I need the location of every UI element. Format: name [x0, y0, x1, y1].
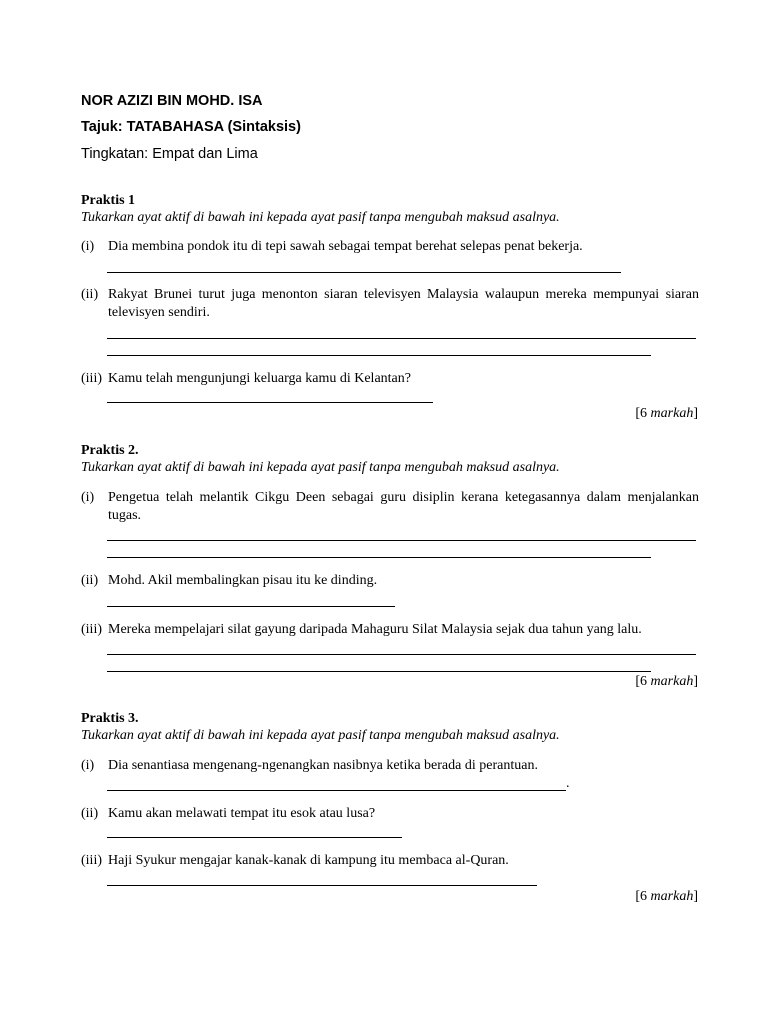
- answer-line[interactable]: [107, 654, 696, 655]
- question-text: Dia membina pondok itu di tepi sawah sebagai tempat berehat selepas penat bekerja.: [108, 239, 583, 254]
- question-text: Rakyat Brunei turut juga menonton siaran televisyen Malaysia walaupun mereka mempunyai siaran televisyen sendiri.: [108, 287, 699, 320]
- question-text: Kamu telah mengunjungi keluarga kamu di Kelantan?: [108, 371, 411, 386]
- marks-word: markah: [650, 674, 694, 689]
- marks-open: [6: [635, 674, 651, 689]
- answer-line[interactable]: [107, 885, 537, 886]
- answer-line[interactable]: [107, 272, 621, 273]
- question-text: Haji Syukur mengajar kanak-kanak di kampung itu membaca al-Quran.: [108, 853, 509, 868]
- section-praktis-1: [81, 192, 701, 226]
- question-text: Mereka mempelajari silat gayung daripada Mahaguru Silat Malaysia sejak dua tahun yang lalu.: [108, 622, 642, 637]
- answer-line[interactable]: [107, 790, 566, 791]
- marks-open: [6: [635, 889, 651, 904]
- marks-label: [635, 406, 698, 422]
- marks-open: [6: [635, 406, 651, 421]
- answer-line[interactable]: [107, 557, 651, 558]
- section-title: Praktis 2.: [81, 443, 139, 458]
- marks-label: [635, 889, 698, 905]
- question-number: (i): [81, 239, 95, 254]
- question-number: (ii): [81, 287, 99, 302]
- question-number: (ii): [81, 806, 99, 821]
- marks-word: markah: [650, 889, 694, 904]
- question-number: (iii): [81, 622, 102, 637]
- section-praktis-2: [81, 442, 701, 476]
- section-title: Praktis 1: [81, 193, 136, 208]
- answer-line[interactable]: [107, 338, 696, 339]
- section-instruction: Tukarkan ayat aktif di bawah ini kepada ayat pasif tanpa mengubah maksud asalnya.: [81, 210, 560, 225]
- answer-line[interactable]: [107, 671, 651, 672]
- answer-line[interactable]: [107, 355, 651, 356]
- answer-line[interactable]: [107, 540, 696, 541]
- question-text: Dia senantiasa mengenang-ngenangkan nasibnya ketika berada di perantuan.: [108, 758, 538, 773]
- question-text: Mohd. Akil membalingkan pisau itu ke dinding.: [108, 573, 378, 588]
- author-name: NOR AZIZI BIN MOHD. ISA: [81, 93, 263, 109]
- section-praktis-3: [81, 710, 701, 744]
- marks-word: markah: [650, 406, 694, 421]
- form-line: Tingkatan: Empat dan Lima: [81, 146, 258, 162]
- question-text: Kamu akan melawati tempat itu esok atau lusa?: [108, 806, 376, 821]
- marks-label: [635, 674, 698, 690]
- question-number: (iii): [81, 853, 102, 868]
- marks-close: ]: [693, 889, 698, 904]
- question-text: Pengetua telah melantik Cikgu Deen sebagai guru disiplin kerana ketegasannya dalam menjalankan tugas.: [108, 490, 699, 523]
- section-instruction: Tukarkan ayat aktif di bawah ini kepada ayat pasif tanpa mengubah maksud asalnya.: [81, 728, 560, 743]
- question-number: (ii): [81, 573, 99, 588]
- question-number: (i): [81, 758, 95, 773]
- answer-line[interactable]: [107, 402, 433, 403]
- answer-line[interactable]: [107, 837, 402, 838]
- topic-line: Tajuk: TATABAHASA (Sintaksis): [81, 119, 301, 135]
- section-instruction: Tukarkan ayat aktif di bawah ini kepada ayat pasif tanpa mengubah maksud asalnya.: [81, 460, 560, 475]
- section-title: Praktis 3.: [81, 711, 139, 726]
- answer-line[interactable]: [107, 606, 395, 607]
- trailing-period: .: [566, 776, 570, 791]
- question-number: (iii): [81, 371, 102, 386]
- marks-close: ]: [693, 674, 698, 689]
- marks-close: ]: [693, 406, 698, 421]
- question-number: (i): [81, 490, 95, 505]
